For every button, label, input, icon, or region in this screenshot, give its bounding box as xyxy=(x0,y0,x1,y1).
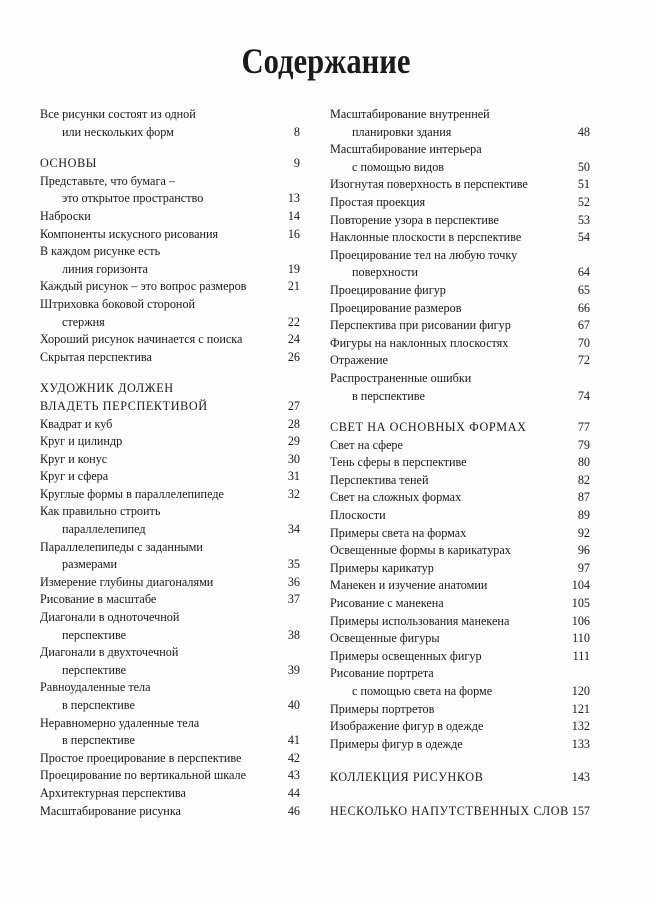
toc-entry-title: в перспективе xyxy=(62,698,135,712)
toc-page-number: 74 xyxy=(577,388,590,403)
toc-entry-title: ВЛАДЕТЬ ПЕРСПЕКТИВОЙ xyxy=(40,398,208,413)
toc-page-number: 133 xyxy=(571,736,590,751)
toc-entry xyxy=(330,560,590,578)
toc-page-number: 21 xyxy=(287,279,300,294)
toc-entry-title: Примеры карикатур xyxy=(330,560,434,575)
toc-entry-title: Простая проекция xyxy=(330,194,426,209)
toc-entry-title: Изогнутая поверхность в перспективе xyxy=(330,177,528,192)
toc-page-number: 44 xyxy=(287,785,300,800)
toc-entry-title: ОСНОВЫ xyxy=(40,156,98,171)
toc-entry xyxy=(330,176,590,194)
toc-entry-title: Проецирование по вертикальной шкале xyxy=(40,768,247,783)
toc-page-number: 13 xyxy=(287,191,300,206)
toc-page-number: 39 xyxy=(287,662,300,677)
toc-entry xyxy=(40,468,300,486)
toc-entry-title: Освещенные формы в карикатурах xyxy=(330,543,511,558)
toc-entry-title: Манекен и изучение анатомии xyxy=(330,578,488,593)
toc-entry-title: Примеры света на формах xyxy=(330,525,467,540)
toc-entry xyxy=(330,595,590,613)
toc-entry xyxy=(330,317,590,335)
toc-entry xyxy=(330,300,590,318)
toc-entry-title: Распространенные ошибки xyxy=(330,370,472,385)
toc-entry-title: планировки здания xyxy=(352,124,452,139)
toc-entry-title: с помощью видов xyxy=(352,159,445,174)
toc-entry-title: Примеры освещенных фигур xyxy=(330,648,482,663)
toc-entry-title: Компоненты искусного рисования xyxy=(40,226,219,241)
toc-entry xyxy=(40,486,300,504)
toc-page-number: 42 xyxy=(287,750,300,765)
toc-page-number: 96 xyxy=(577,543,590,558)
toc-entry xyxy=(330,437,590,455)
toc-page-number: 37 xyxy=(287,592,300,607)
toc-entry-title: Перспектива при рисовании фигур xyxy=(330,318,511,333)
toc-page-number: 70 xyxy=(577,335,590,350)
toc-entry xyxy=(330,718,590,736)
toc-entry-title: Диагонали в одноточечной xyxy=(40,610,180,625)
toc-page-number: 132 xyxy=(571,719,590,734)
toc-entry-title: Круг и конус xyxy=(40,451,108,466)
toc-entry-title: Круглые формы в параллелепипеде xyxy=(40,486,224,501)
toc-page-number: 48 xyxy=(577,124,590,139)
toc-entry-title: Хороший рисунок начинается с поиска xyxy=(40,332,243,347)
toc-entry-title: В каждом рисунке есть xyxy=(40,244,161,259)
toc-entry-title: Архитектурная перспектива xyxy=(40,785,186,800)
toc-page-number: 106 xyxy=(571,613,590,628)
toc-entry xyxy=(40,574,300,592)
toc-entry-title: Масштабирование рисунка xyxy=(40,803,181,818)
toc-page-number: 52 xyxy=(577,194,590,209)
toc-entry-title: Квадрат и куб xyxy=(40,416,113,431)
toc-entry xyxy=(40,433,300,451)
toc-entry-title: Рисование портрета xyxy=(330,666,434,681)
toc-entry-title: это открытое пространство xyxy=(62,191,204,206)
toc-entry xyxy=(40,243,300,278)
toc-entry xyxy=(330,370,590,405)
toc-entry-title: КОЛЛЕКЦИЯ РИСУНКОВ xyxy=(330,770,484,785)
toc-entry-title: Изображение фигур в одежде xyxy=(330,719,484,734)
toc-page-number: 97 xyxy=(577,560,590,575)
toc-page-number: 16 xyxy=(287,226,300,241)
toc-entry-title: Рисование с манекена xyxy=(330,596,444,611)
toc-page-number: 53 xyxy=(577,212,590,227)
toc-entry-title: Масштабирование интерьера xyxy=(330,142,482,157)
toc-entry xyxy=(330,472,590,490)
toc-page-number: 31 xyxy=(287,469,300,484)
toc-entry xyxy=(40,591,300,609)
toc-page-number: 82 xyxy=(577,472,590,487)
toc-entry-title: с помощью света на форме xyxy=(352,684,493,698)
toc-entry xyxy=(40,451,300,469)
toc-entry-title: Примеры фигур в одежде xyxy=(330,736,463,751)
toc-entry xyxy=(40,416,300,434)
toc-entry xyxy=(330,525,590,543)
toc-entry xyxy=(40,803,300,821)
toc-entry xyxy=(40,750,300,768)
toc-entry xyxy=(40,609,300,644)
toc-entry xyxy=(40,349,300,367)
toc-entry-title: Примеры портретов xyxy=(330,701,435,716)
toc-page-number: 29 xyxy=(287,434,300,449)
toc-page-number: 64 xyxy=(577,265,590,280)
toc-entry xyxy=(330,736,590,754)
toc-entry-title: в перспективе xyxy=(352,388,425,403)
toc-page-number: 22 xyxy=(287,314,300,329)
toc-entry xyxy=(330,352,590,370)
toc-entry-title: Примеры использования манекена xyxy=(330,613,510,628)
toc-page-number: 38 xyxy=(287,627,300,642)
toc-entry-title: Наброски xyxy=(40,208,91,223)
toc-entry-title: Измерение глубины диагоналями xyxy=(40,574,214,589)
toc-page-number: 87 xyxy=(577,490,590,505)
toc-entry-title: в перспективе xyxy=(62,733,135,748)
toc-page-number: 41 xyxy=(287,733,300,748)
toc-section-heading xyxy=(40,380,300,415)
toc-entry-title: Круг и сфера xyxy=(40,469,109,484)
toc-entry-title: Как правильно строить xyxy=(40,504,161,519)
toc-page-number: 51 xyxy=(577,177,590,192)
toc-page-number: 120 xyxy=(571,684,590,698)
toc-entry xyxy=(330,229,590,247)
toc-page-number: 110 xyxy=(572,631,590,646)
toc-entry xyxy=(330,335,590,353)
toc-entry xyxy=(40,767,300,785)
toc-page-number: 143 xyxy=(571,770,590,785)
toc-page-number: 36 xyxy=(287,574,300,589)
toc-entry-title: Наклонные плоскости в перспективе xyxy=(330,230,522,245)
toc-page-number: 92 xyxy=(577,525,590,540)
toc-entry-title: НЕСКОЛЬКО НАПУТСТВЕННЫХ СЛОВ xyxy=(330,803,569,818)
toc-page-number: 34 xyxy=(287,522,300,537)
toc-page-number: 66 xyxy=(577,300,590,315)
toc-page-number: 67 xyxy=(577,318,590,333)
toc-page-number: 27 xyxy=(287,398,300,413)
toc-page-number: 50 xyxy=(577,159,590,174)
toc-page-number: 89 xyxy=(577,508,590,523)
toc-entry xyxy=(330,630,590,648)
toc-page-number: 32 xyxy=(287,486,300,501)
toc-entry-title: Перспектива теней xyxy=(330,472,429,487)
toc-page-number: 105 xyxy=(571,596,590,611)
toc-page-number: 65 xyxy=(577,282,590,297)
toc-entry-title: Масштабирование внутренней xyxy=(330,107,490,121)
toc-entry xyxy=(330,212,590,230)
toc-entry-title: линия горизонта xyxy=(62,261,148,276)
toc-page-number: 79 xyxy=(577,437,590,452)
toc-page-number: 24 xyxy=(287,332,300,347)
toc-section-heading xyxy=(330,803,590,821)
toc-entry-title: Штриховка боковой стороной xyxy=(40,296,196,311)
toc-entry xyxy=(40,173,300,208)
toc-entry-title: Каждый рисунок – это вопрос размеров xyxy=(40,279,247,294)
toc-entry xyxy=(330,282,590,300)
toc-entry-title: Равноудаленные тела xyxy=(40,680,151,695)
toc-page-number: 9 xyxy=(293,156,300,171)
toc-page-number: 80 xyxy=(577,455,590,470)
toc-entry xyxy=(330,489,590,507)
toc-entry-title: Освещенные фигуры xyxy=(330,631,440,646)
toc-entry xyxy=(40,296,300,331)
toc-entry xyxy=(330,247,590,282)
toc-entry xyxy=(40,226,300,244)
toc-section-heading xyxy=(330,419,590,437)
toc-entry xyxy=(330,454,590,472)
toc-entry xyxy=(40,503,300,538)
toc-entry xyxy=(330,648,590,666)
toc-page-number: 111 xyxy=(572,648,590,663)
toc-entry-title: Проецирование тел на любую точку xyxy=(330,247,518,262)
toc-entry-title: перспективе xyxy=(62,662,127,677)
toc-page-number: 35 xyxy=(287,557,300,572)
toc-entry-title: Фигуры на наклонных плоскостях xyxy=(330,335,509,350)
toc-entry xyxy=(40,278,300,296)
toc-entry-title: Свет на сложных формах xyxy=(330,490,462,505)
toc-entry-title: перспективе xyxy=(62,627,127,642)
toc-entry xyxy=(40,679,300,714)
toc-entry-title: Представьте, что бумага – xyxy=(40,173,176,188)
toc-entry-title: Диагонали в двухточечной xyxy=(40,645,179,660)
toc-column-left xyxy=(40,106,300,820)
toc-entry-title: Рисование в масштабе xyxy=(40,592,157,607)
toc-entry xyxy=(330,507,590,525)
toc-entry xyxy=(330,194,590,212)
toc-page-number: 30 xyxy=(287,451,300,466)
toc-entry-title: Параллелепипеды с заданными xyxy=(40,539,203,554)
toc-entry xyxy=(40,208,300,226)
toc-page-number: 54 xyxy=(577,230,590,245)
toc-entry-title: Неравномерно удаленные тела xyxy=(40,715,200,730)
toc-page-number: 14 xyxy=(287,208,300,223)
toc-entry xyxy=(330,701,590,719)
toc-page-number: 104 xyxy=(571,578,590,593)
toc-entry-title: или нескольких форм xyxy=(62,124,174,139)
toc-entry-title: Отражение xyxy=(330,353,388,368)
toc-entry-title: размерами xyxy=(62,557,118,572)
toc-entry-title: Проецирование размеров xyxy=(330,300,462,315)
toc-entry xyxy=(40,715,300,750)
toc-entry-title: Круг и цилиндр xyxy=(40,434,123,449)
toc-entry-title: параллелепипед xyxy=(62,522,146,537)
toc-entry xyxy=(330,665,590,700)
toc-page-number: 72 xyxy=(577,353,590,368)
toc-page-number: 77 xyxy=(577,420,590,435)
toc-entry xyxy=(330,577,590,595)
toc-entry-title: Простое проецирование в перспективе xyxy=(40,750,242,765)
toc-page-number: 40 xyxy=(287,698,300,712)
toc-entry-title: Повторение узора в перспективе xyxy=(330,212,499,227)
toc-section-heading xyxy=(330,769,590,787)
toc-page-number: 28 xyxy=(287,416,300,431)
toc-page-number: 26 xyxy=(287,349,300,364)
toc-entry-title: Все рисунки состоят из одной xyxy=(40,107,196,121)
toc-page-number: 46 xyxy=(287,803,300,818)
toc-entry-title: Свет на сфере xyxy=(330,437,403,452)
toc-entry xyxy=(40,785,300,803)
toc-entry xyxy=(330,613,590,631)
toc-entry-title: стержня xyxy=(62,314,105,329)
toc-entry xyxy=(40,106,300,141)
toc-entry-title: Тень сферы в перспективе xyxy=(330,455,467,470)
toc-entry-title: поверхности xyxy=(352,265,419,280)
toc-entry xyxy=(40,539,300,574)
toc-page-number: 43 xyxy=(287,768,300,783)
toc-entry-title: ХУДОЖНИК ДОЛЖЕН xyxy=(40,381,174,396)
toc-entry-title: Проецирование фигур xyxy=(330,282,446,297)
toc-page-number: 8 xyxy=(293,124,300,139)
toc-entry xyxy=(40,331,300,349)
toc-entry xyxy=(40,644,300,679)
toc-entry xyxy=(330,106,590,141)
toc-page-number: 157 xyxy=(571,803,590,818)
toc-section-heading xyxy=(40,155,300,173)
toc-entry xyxy=(330,141,590,176)
toc-entry-title: СВЕТ НА ОСНОВНЫХ ФОРМАХ xyxy=(330,420,527,435)
toc-page-number: 19 xyxy=(287,261,300,276)
toc-column-right xyxy=(330,106,590,821)
toc-page-number: 121 xyxy=(571,701,590,716)
toc-entry-title: Плоскости xyxy=(330,508,386,523)
toc-entry xyxy=(330,542,590,560)
page-title: Содержание xyxy=(241,41,411,81)
toc-entry-title: Скрытая перспектива xyxy=(40,349,152,364)
